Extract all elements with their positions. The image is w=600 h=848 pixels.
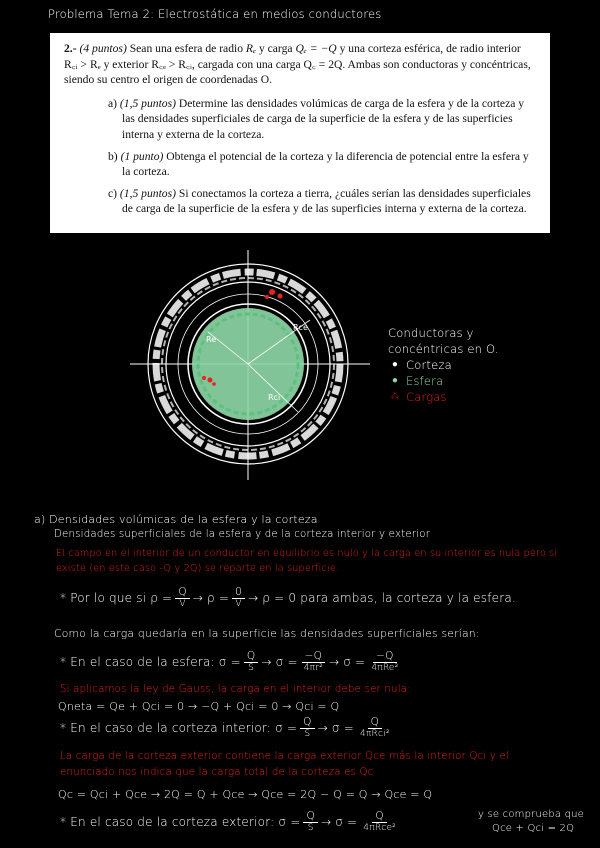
note-red-2: Si aplicamos la ley de Gauss, la carga en el interior debe ser nula: (60, 684, 411, 695)
part-b-letter: b) (108, 149, 118, 163)
part-c-letter: c) (108, 186, 118, 200)
legend-item-corteza (388, 357, 499, 373)
frac-num: −Q (373, 650, 396, 663)
ext-frac-2 (360, 810, 399, 834)
frac-num: Q (175, 586, 189, 599)
problem-points: (4 puntos) (79, 42, 127, 55)
legend-item-cargas (388, 389, 499, 405)
sphere-sigma-equation (60, 650, 404, 674)
esf-frac-3 (368, 650, 401, 674)
frac-den: 4πRci² (359, 729, 390, 739)
note-a-subtitle: Densidades superficiales de la esfera y de la corteza interior y exterior (54, 529, 431, 540)
green-blob-icon: ● (391, 375, 399, 386)
frac-num: 0 (232, 586, 245, 599)
rho-mid: → ρ = (192, 591, 230, 605)
legend-line-1: Conductoras y (388, 326, 474, 340)
frac-num: Q (300, 716, 314, 729)
rho-equation (60, 586, 516, 610)
esf-mid: → σ = (261, 655, 298, 669)
part-b (108, 149, 536, 180)
part-c-points: (1,5 puntos) (119, 186, 176, 200)
problem-statement (50, 33, 550, 233)
legend-line-2: concéntricas en O. (388, 342, 499, 356)
part-a-letter: a) (108, 96, 118, 110)
red-hatch-icon: ⁂ (389, 391, 401, 402)
diagram-legend (388, 325, 499, 405)
part-a-text: Determine las densidades volúmicas de carga de la esfera y de la corteza y las densidades superficiales de carga de la superficie de la esfera y de las superficies interna y externa de la corteza. (122, 96, 525, 141)
ext-prefix: * En el caso de la corteza exterior: σ = (60, 815, 301, 829)
part-a-points: (1,5 puntos) (119, 96, 176, 110)
frac-den: V (235, 599, 242, 609)
check-line-1: y se comprueba que (478, 809, 585, 820)
part-a (108, 96, 536, 143)
note-a-title: a) Densidades volúmicas de la esfera y la corteza (34, 513, 318, 526)
qc-equation: Qc = Qci + Qce → 2Q = Q + Qce → Qce = 2Q − Q = Q → Qce = Q (58, 788, 433, 801)
label-re: Re (206, 335, 217, 344)
rho-end: → ρ = 0 para ambas, la corteza y la esfera. (248, 591, 516, 605)
intro-text-4: R꜀ᵢ > Rₑ y exterior R꜀ₑ > R꜀ᵢ, cargada con una carga Q꜀ = 2Q. Ambas son conductoras y concéntricas, siendo su centro el origen de coordenadas O. (64, 57, 531, 87)
problem-number: 2.- (64, 42, 77, 55)
esf-prefix: * En el caso de la esfera: σ = (60, 655, 241, 669)
note-como: Como la carga quedaría en la superficie las densidades superficiales serían: (54, 627, 480, 640)
part-c-text: Si conectamos la corteza a tierra, ¿cuáles serían las densidades superficiales de carga de la superficie de la esfera y de las superficies interna y externa de la corteza. (122, 186, 531, 216)
frac-den: S (248, 663, 255, 673)
legend-label: Cargas (406, 390, 447, 404)
legend-item-esfera (388, 373, 499, 389)
part-b-text: Obtenga el potencial de la corteza y la diferencia de potencial entre la esfera y la corteza. (122, 149, 529, 179)
intro-text-2: y carga (256, 42, 296, 55)
white-blob-icon: ● (391, 359, 399, 370)
problem-intro (64, 41, 536, 88)
ext-frac-1 (303, 810, 317, 834)
part-c (108, 186, 536, 217)
note-red-3a: La carga de la corteza exterior contiene la carga exterior Qce más la interior Qci y el (60, 751, 510, 762)
frac-den: 4πr² (303, 663, 323, 673)
part-b-points: (1 punto) (120, 149, 164, 163)
qe-equation: Qₑ = −Q (295, 42, 337, 55)
label-rci: Rci (268, 393, 281, 402)
frac-num: Q (303, 810, 317, 823)
concentric-conductors-diagram (130, 250, 370, 480)
int-frac-2 (357, 716, 393, 740)
intro-text-1: Sean una esfera de radio (126, 42, 246, 55)
frac-den: 4πRe² (371, 663, 399, 673)
frac-num: Q (368, 716, 382, 729)
rho-frac-1 (175, 586, 189, 610)
frac-num: Q (244, 650, 258, 663)
rho-frac-2 (232, 586, 245, 610)
re-symbol: Rₑ (245, 42, 257, 55)
ext-mid: → σ = (320, 815, 358, 829)
esf-mid-2: → σ = (328, 655, 366, 669)
rho-prefix: * Por lo que si ρ = (60, 591, 173, 605)
frac-den: S (304, 729, 311, 739)
note-red-3b: enunciado nos indica que la carga total de la corteza es Qc (60, 767, 374, 778)
note-red-1a: El campo en el interior de un conductor en equilibrio es nulo y la carga en su interior es nula pero si (56, 548, 558, 559)
int-prefix: * En el caso de la corteza interior: σ = (60, 721, 298, 735)
int-mid: → σ = (317, 721, 354, 735)
intro-text-3: y una corteza esférica, de radio interior (336, 42, 521, 55)
esf-frac-2 (301, 650, 326, 674)
int-frac-1 (300, 716, 314, 740)
qneta-equation: Qneta = Qe + Qci = 0 → −Q + Qci = 0 → Qci = Q (58, 700, 340, 713)
frac-num: −Q (302, 650, 325, 663)
frac-den: V (179, 599, 186, 609)
legend-label: Esfera (406, 374, 444, 388)
outer-sigma-equation (60, 810, 402, 834)
frac-den: 4πRce² (363, 823, 396, 833)
note-red-1b: existe (en este caso -Q y 2Q) se reparte en la superficie. (56, 563, 340, 574)
page-title: Problema Tema 2: Electrostática en medios conductores (48, 7, 382, 21)
inner-sigma-equation (60, 716, 396, 740)
label-rce: Rce (293, 323, 308, 332)
legend-label: Corteza (406, 358, 452, 372)
esf-frac-1 (244, 650, 258, 674)
frac-den: S (307, 823, 314, 833)
frac-num: Q (372, 810, 386, 823)
check-line-2: Qce + Qci = 2Q (492, 823, 575, 834)
